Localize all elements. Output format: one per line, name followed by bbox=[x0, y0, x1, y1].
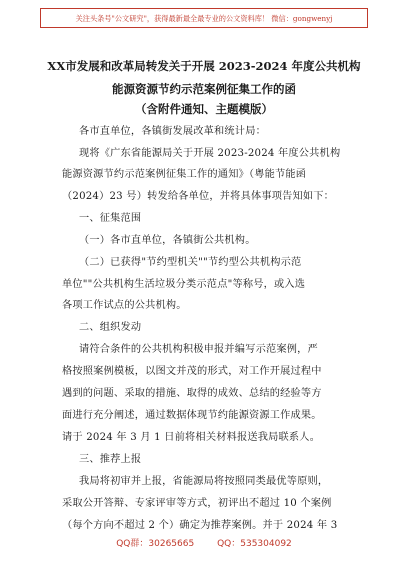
section-heading-2: 二、组织发动 bbox=[79, 322, 142, 333]
section-heading-1: 一、征集范围 bbox=[79, 213, 142, 224]
paragraph-2-line-4: 面进行充分阐述，通过数据体现节约能源资源工作成果。 bbox=[62, 410, 322, 421]
paragraph-3-line-3: （每个方向不超过 2 个）确定为推荐案例。并于 2024 年 3 bbox=[62, 520, 338, 531]
paragraph-2-line-1: 请符合条件的公共机构积极申报并编写示范案例，严 bbox=[79, 344, 318, 355]
doc-title-subtitle: （含附件通知、主题模版） bbox=[135, 102, 273, 116]
section-1-item-2-line-3: 各项工作试点的公共机构。 bbox=[62, 300, 187, 311]
section-1-item-1: （一）各市直单位，各镇街公共机构。 bbox=[79, 235, 256, 246]
doc-title-line-2: 能源资源节约示范案例征集工作的函 bbox=[112, 82, 296, 96]
section-1-item-2-line-1: （二）已获得"节约型机关""节约型公共机构示范 bbox=[79, 257, 302, 268]
paragraph-2-line-5: 请于 2024 年 3 月 1 日前将相关材料报送我局联系人。 bbox=[62, 432, 321, 443]
footer-qq: QQ：535304092 bbox=[217, 539, 292, 549]
section-heading-3: 三、推荐上报 bbox=[79, 454, 142, 465]
doc-title-line-1: XX市发展和改革局转发关于开展 2023-2024 年度公共机构 bbox=[47, 59, 361, 73]
paragraph-3-line-1: 我局将初审并上报，省能源局将按照同类最优等原则， bbox=[79, 476, 329, 487]
footer-contact bbox=[0, 536, 408, 549]
promo-banner: 关注头条号"公文研究"，获得最新最全最专业的公文资料库！ 微信：gongwenyj bbox=[40, 8, 368, 28]
section-1-item-2-line-2: 单位""公共机构生活垃圾分类示范点"等称号，或入选 bbox=[62, 279, 306, 290]
paragraph-1-line-1: 现将《广东省能源局关于开展 2023-2024 年度公共机构 bbox=[79, 148, 341, 159]
salutation: 各市直单位，各镇街发展改革和统计局： bbox=[79, 126, 266, 137]
footer-qq-group: QQ群：30265665 bbox=[116, 539, 195, 549]
paragraph-2-line-2: 格按照案例模板，以图文并茂的形式，对工作开展过程中 bbox=[62, 366, 322, 377]
paragraph-1-line-3: （2024）23 号）转发给各单位，并将具体事项告知如下： bbox=[62, 191, 335, 202]
paragraph-2-line-3: 遇到的问题、采取的措施、取得的成效、总结的经验等方 bbox=[62, 388, 322, 399]
paragraph-3-line-2: 采取公开答辩、专家评审等方式，初评出不超过 10 个案例 bbox=[62, 498, 332, 509]
paragraph-1-line-2: 能源资源节约示范案例征集工作的通知》（粤能节能函 bbox=[62, 169, 307, 180]
